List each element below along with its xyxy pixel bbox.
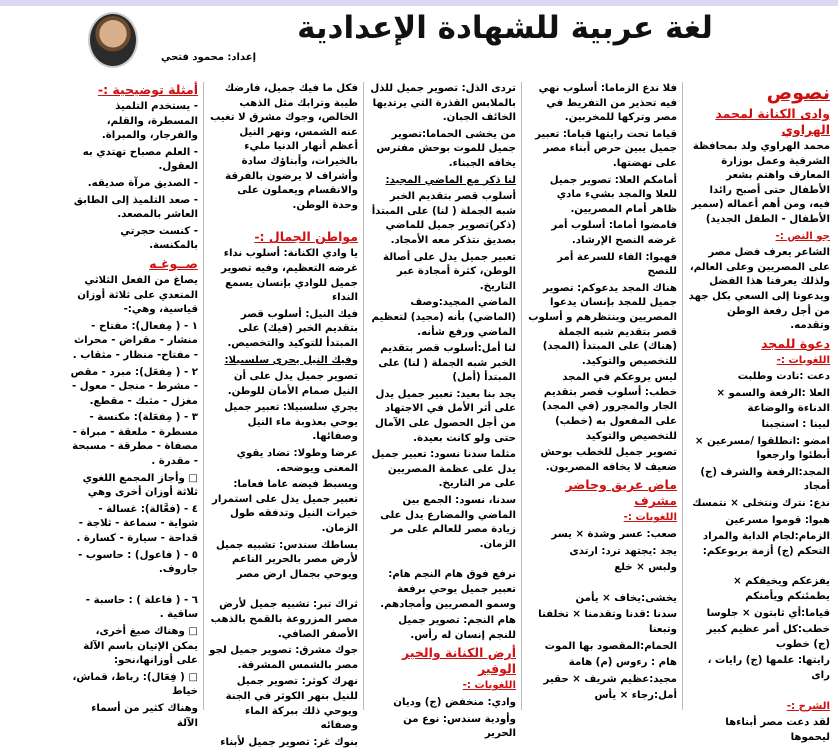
- text-paragraph: يخشى:يخاف × يأمن: [575, 592, 677, 604]
- text-paragraph: مثلما سدنا نسود: تعبير جميل يدل على عظمة المصريين على مر التاريخ.: [371, 449, 516, 490]
- text-paragraph: يفزعكم ويخيفكم × يطمئنكم ويأمنكم: [733, 576, 830, 603]
- text-paragraph: فلا ندع الزماما: أسلوب نهي فيه تحذير من التفريط في مصر وتركها للمخربين.: [538, 83, 677, 124]
- section-heading: اللغويات :-: [776, 354, 830, 366]
- text-paragraph: هام النجم: تصوير جميل للنجم إنسان له رأس.: [398, 615, 516, 641]
- text-paragraph: خطب:كل أمر عظيم كبير (ج) خطوب: [706, 624, 830, 650]
- text-paragraph: هناك المجد يدعوكم: تصوير جميل للمجد بإنسان يدعوا المصريين وينتظرهم و أسلوب قصر بتقديم شبه الجملة (هناك) على المبتدأ (المجد) للتخصيص والتوكيد.: [528, 282, 677, 367]
- text-paragraph: محمد الهراوي ولد بمحافظة الشرقية وعمل بوزارة المعارف واهتم بشعر الأطفال حتى أصبح رائدا فيه، ومن أهم أعماله (سمير الأطفال - الطفل الجديد): [691, 141, 830, 225]
- text-paragraph: - الصديق مرآة صديقه.: [87, 177, 198, 189]
- section-heading: وادى الكنانة لمحمد الهراوي: [715, 106, 830, 137]
- spacer: [688, 561, 830, 573]
- page-title: لغة عربية للشهادة الإعدادية: [297, 10, 713, 46]
- text-paragraph: سدنا :قدنا وتقدمنا × تخلفنا وتبعنا: [538, 609, 677, 635]
- text-paragraph: تصوير جميل يدل على أن النيل صمام الأمان للوطن.: [227, 371, 358, 397]
- text-paragraph: □ ( فِعَال): رباط، قماش، خياط: [72, 671, 198, 698]
- spacer: [369, 554, 516, 566]
- text-paragraph: لقد دعت مصر أبناءها ليحموها: [725, 717, 830, 743]
- text-paragraph: رايتها: علمها (ج) رايات ، راى: [707, 655, 830, 681]
- text-paragraph: وأودية سندس: نوع من الحرير: [403, 713, 516, 740]
- text-paragraph: ٣ - ( مِفعَلة): مكنسة - مسطرة - ملعقة - مبراة - مصفاة - مطرقة - مسبحة - مقدرة .: [72, 412, 198, 468]
- text-paragraph: نرفع فوق هام النجم هام: تعبير جميل يوحي برفعة وسمو المصريين وأمجادهم.: [380, 569, 516, 610]
- column-2: [523, 82, 681, 710]
- text-paragraph: صعب: عسر وشدة × يسر: [551, 529, 677, 541]
- text-paragraph: يجد بنا بعيد: تعبير جميل يدل على أثر الأمل في الاجتهاد من أجل الحصول على الآمال حتى ولو كانت بعيدة.: [375, 388, 516, 444]
- section-heading: اللغويات :-: [462, 680, 516, 692]
- spacer: [527, 578, 677, 590]
- text-paragraph: من يخشى الحماما:تصوير جميل للموت بوحش مفترس يخافه الجبناء.: [376, 128, 516, 169]
- text-paragraph: ليس يروعكم في المجد خطب: أسلوب قصر بتقديم الجار والمجرور (في المجد) على المفعول به (خطب) للتخصيص والتوكيد: [541, 372, 677, 442]
- section-heading: جو النص :-: [775, 230, 830, 242]
- text-paragraph: الماضي المجيد:وصف (الماضي) بأنه (مجيد) لتعظيم الماضي ورفع شأنه.: [371, 297, 516, 338]
- text-paragraph: - صعد التلميذ إلى الطابق العاشر بالمصعد.: [73, 194, 198, 221]
- text-paragraph: قياما تحت رايتها قياما: تعبير جميل يبين حرص أبناء مصر على نهضتها.: [535, 128, 677, 169]
- text-paragraph: مجيد:عظيم شريف × حقير: [543, 673, 677, 685]
- columns-area: [0, 82, 838, 748]
- text-paragraph: لبينا : استجبنا: [761, 419, 830, 431]
- column-3: [365, 82, 520, 740]
- text-paragraph: سدنا، نسود: الجمع بين الماضي والمضارع يدل على زيادة مصر للعالم على مر الزمان.: [380, 495, 516, 550]
- text-paragraph: ٤ - (فعَّالة): غسالة - شواية - سماعة - ثلاجة - قداحة - سيارة - كسارة .: [76, 503, 198, 545]
- section-heading: الشرح :-: [786, 700, 830, 712]
- column-divider: [682, 82, 683, 710]
- text-paragraph: □ وهناك صيغ أخرى، يمكن الإتيان باسم الآلة على أوزانها،نحو:: [83, 626, 198, 667]
- text-paragraph: هبوا: قوموا مسرعين: [725, 514, 830, 526]
- section-heading: نصوص: [766, 82, 830, 104]
- text-paragraph: هام : رءوس (م) هامة: [568, 657, 677, 669]
- text-paragraph: يصاغ من الفعل الثلاثي المتعدي على ثلاثة أوزان قياسية، وهي:-: [77, 274, 198, 316]
- column-divider: [521, 82, 522, 710]
- spacer: [688, 686, 830, 698]
- text-paragraph: تعبير جميل يدل على أصالة الوطن، كثرة أمجادة عبر التاريخ.: [383, 251, 516, 292]
- spacer: [209, 215, 358, 227]
- text-paragraph: المجد:الرفعة والشرف (ج) أمجاد: [700, 466, 830, 493]
- text-paragraph: تصوير جميل للخطب بوحش ضعيف لا يخافه المصريون.: [540, 447, 677, 473]
- page-header: [0, 6, 838, 68]
- section-heading: دعوة للمجد: [761, 335, 830, 351]
- text-paragraph: ٢ - ( مِفعَل): مبرد - مقص - مشرط - منجل - معول - مغزل - مثبك - مقطع.: [70, 366, 198, 407]
- text-paragraph: وهناك كثير من أسماء الآلة: [91, 702, 198, 729]
- text-paragraph: بساطك سندس: تشبيه جميل لأرض مصر بالحرير الناعم ويوحي بجمال ارض مصر: [215, 539, 358, 580]
- text-paragraph: دعت :نادت وطلبت: [737, 371, 830, 383]
- text-paragraph: العلا :الرفعة والسمو × الدناءة والوضاعة: [716, 387, 830, 414]
- text-paragraph: عرضا وطولا: تضاد يقوي المعنى ويوضحه.: [236, 448, 358, 474]
- text-paragraph: وفيك النيل يجرى سلسبيلا:: [224, 354, 358, 366]
- text-paragraph: - العلم مصباح تهتدي به العقول.: [82, 146, 198, 173]
- text-paragraph: فيك النيل: أسلوب قصر بتقديم الخبر (فيك) على المبتدأ للتوكيد والتخصيص.: [227, 308, 358, 349]
- text-paragraph: - كنست حجرتي بالمكنسة.: [120, 225, 198, 252]
- column-divider: [203, 82, 204, 710]
- column-divider: [363, 82, 364, 710]
- section-heading: ماض عريق وحاضر مشرف: [565, 477, 677, 509]
- text-paragraph: ندع: نترك ونتخلى × نتمسك: [692, 498, 830, 510]
- column-5: [64, 82, 202, 729]
- section-heading: أرض الكنانة والخير الوفير: [402, 645, 516, 677]
- text-paragraph: ولبس × خلع: [614, 562, 677, 574]
- text-paragraph: ويسبط فيضه عاما فعاما: تعبير جميل يدل على استمرار خيرات النيل وتدفقه طول الزمان.: [211, 479, 358, 535]
- text-paragraph: ٦ - ( فاعلة ) : حاسبة - ساقية .: [85, 594, 198, 621]
- spacer: [209, 584, 358, 596]
- text-paragraph: ٥ - ( فاعول) : حاسوب - جاروف.: [78, 549, 198, 576]
- text-paragraph: أسلوب قصر بتقديم الخبر شبه الجملة ( لنا) على المبتدأ (ذكر)تصوير جميل للماضي بصديق نتذكر معه الأمجاد.: [371, 191, 516, 246]
- text-paragraph: الزمام:لجام الدابة والمراد التحكم (ج) أزمة بربوعكم:: [702, 531, 830, 557]
- text-paragraph: أمامكم العلا: تصوير جميل للعلا والمجد بشيء مادي ظاهر أمام المصريين.: [549, 174, 677, 215]
- column-4: [205, 82, 362, 748]
- text-paragraph: قياما:أي ثابتون × جلوسا: [706, 607, 830, 619]
- text-paragraph: فامضوا أماما: أسلوب أمر غرضه النصح الإرشاد.: [551, 220, 677, 246]
- text-paragraph: الحمام:المقصود بها الموت: [544, 640, 677, 652]
- section-heading: صــوغـه: [149, 255, 198, 271]
- author-byline: إعداد: محمود فتحي: [160, 52, 256, 63]
- text-paragraph: أمل:رجاء × يأس: [594, 690, 677, 702]
- text-paragraph: فهبوا: الفاء للسرعة أمر للنصح: [557, 251, 677, 278]
- section-heading: مواطن الجمال :-: [254, 229, 358, 245]
- text-paragraph: يجري سلسبيلا: تعبير جميل يوحي بعذوبة ماء النيل وصفائها.: [224, 402, 358, 443]
- text-paragraph: ثراك تبر: تشبيه جميل لأرض مصر المزروعة بالقمح بالذهب الأصفر الصافي.: [210, 599, 358, 640]
- spacer: [68, 580, 198, 592]
- text-paragraph: وادي: منخفض (ج) وديان: [393, 696, 516, 708]
- author-photo: [88, 12, 138, 68]
- text-paragraph: نهرك كوثر: تصوير جميل للنيل بنهر الكوثر في الجنة ويوحي ذلك ببركة الماء وصفائه: [225, 676, 358, 732]
- text-paragraph: يجد :يجتهد ترد: ارتدى: [569, 545, 677, 557]
- text-paragraph: جوك مشرق: تصوير جميل لجو مصر بالشمس المشرقة.: [209, 645, 358, 671]
- column-1: [684, 82, 834, 743]
- text-paragraph: ١ - ( مِفعال): مفتاح - منشار - مقراض - محراث - مفتاح- منظار - مثقاب .: [72, 320, 198, 361]
- text-paragraph: يا وادي الكنانة: أسلوب نداء غرضه التعظيم، وفيه تصوير جميل للوادي بإنسان يسمع النداء: [221, 248, 358, 304]
- text-paragraph: لنا أمل:أسلوب قصر بتقديم الخبر شبه الجملة ( لنا) على المبتدأ (أمل): [378, 343, 516, 384]
- text-paragraph: الشاعر يعرف فضل مصر على المصريين وعلى العالم، ولذلك يعرفنا هذا الفضل ويدعونا إلى السعي بكل جهد من أجل رفعة الوطن وتقدمه.: [688, 247, 830, 332]
- text-paragraph: □ وأجاز المجمع اللغوي ثلاثة أوزان أخرى وهي: [82, 472, 198, 499]
- text-paragraph: فكل ما فيك جميل، فارضك طيبة وترابك مثل الذهب الخالص، وجوك مشرق لا تغيب عنه الشمس، ونهر النيل أعظم أنهار الدنيا مليء بالخيرات، وأبناؤك سادة وأشراف لا يرضون بالفرقة والانقسام ويعملون على وحدة الوطن.: [210, 83, 358, 211]
- text-paragraph: - يستخدم التلميذ المسطرة، والقلم، والفرجار، والمبراة.: [101, 101, 198, 142]
- text-paragraph: لنا ذكر مع الماضي المجيد:: [385, 174, 516, 186]
- text-paragraph: بنوك غر: تصوير جميل لأبناء: [220, 736, 358, 748]
- text-paragraph: امضو :انطلقوا /مسرعين × أبطئوا وارجعوا: [694, 435, 830, 462]
- section-heading: أمثلة توضيحية :-: [97, 82, 198, 97]
- section-heading: اللغويات :-: [623, 512, 677, 524]
- text-paragraph: تردى الذل: تصوير جميل للذل بالملابس القذرة التي يرتديها الخائف الجبان.: [370, 83, 516, 124]
